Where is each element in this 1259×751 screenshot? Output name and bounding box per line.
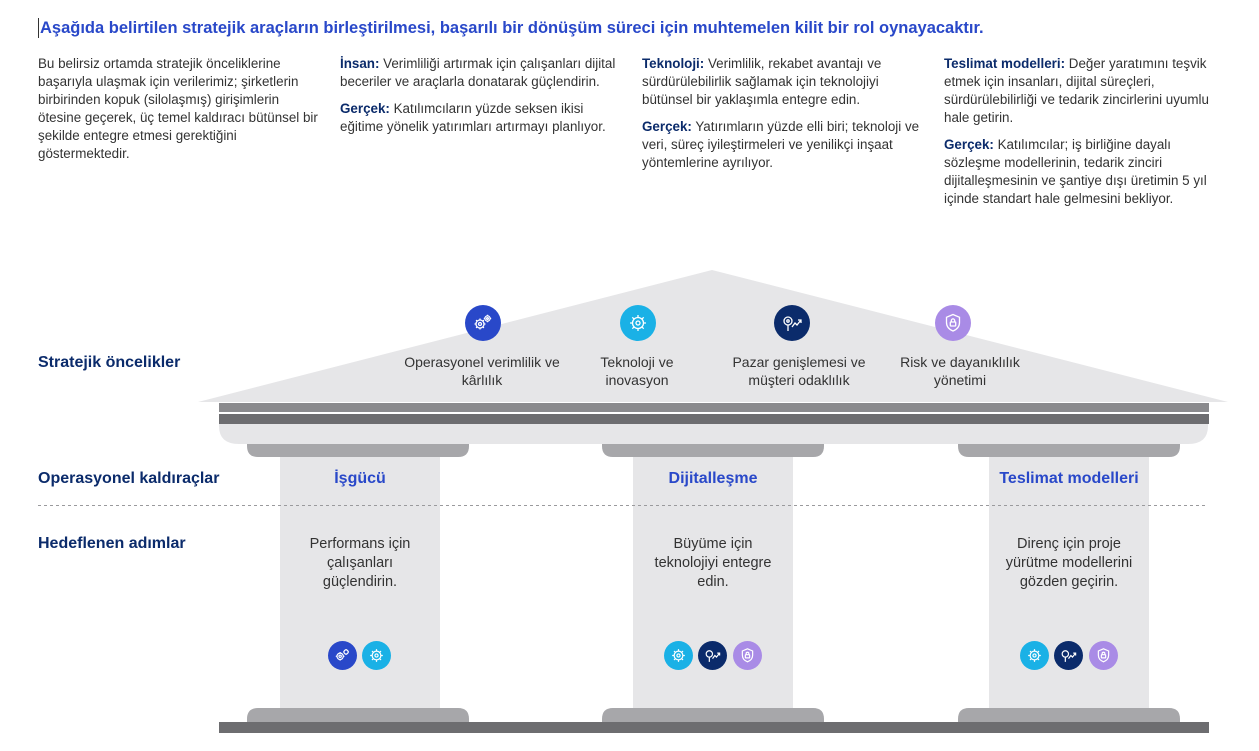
pillar-capital-workforce [247,444,469,457]
priority-label-efficiency: Operasyonel verimlilik ve kârlılık [404,354,560,388]
growth-icon [774,305,810,341]
fact-text: Katılımcıların yüzde seksen ikisi eğitime yönelik yatırımları artırmayı planlıyor. [340,101,606,134]
shield-icon [1089,641,1118,670]
intro-text: Bu belirsiz ortamda stratejik önceliklerine başarıyla ulaşmak için verilerimiz; şirketlerin birbirinden kopuk (silolaşmış) girişimlerin ötesine geçerek, üç temel kaldıracı bütünsel bir şekilde entegre etmesi gerektiğini göstermektedir. [38,56,318,161]
tech-gear-icon [620,305,656,341]
pillar-step-digital: Büyüme için teknolojiyi entegre edin. [654,536,772,590]
fact-text: Katılımcılar; iş birliğine dayalı sözleşme modellerinin, tedarik zinciri dijitalleşmesinin ve şantiye dışı üretimin 5 yıl içinde standart hale gelmesini bekliyor. [944,137,1207,206]
fact-term: Gerçek: [642,119,692,134]
column-text: Değer yaratımını teşvik etmek için insanları, dijital süreçleri, sürdürülebilirliği ve tedarik zincirlerini uyumlu hale getirin. [944,56,1209,125]
tech-gear-icon [1020,641,1049,670]
shield-icon [733,641,762,670]
column-text: Verimliliği artırmak için çalışanları dijital beceriler ve araçlarla donatarak güçlendirin. [340,56,616,89]
pillar-name-delivery: Teslimat modelleri [999,470,1139,487]
shield-icon [935,305,971,341]
tech-gear-icon [664,641,693,670]
pillar-name-digital: Dijitalleşme [668,470,758,487]
page-heading: Aşağıda belirtilen stratejik araçların birleştirilmesi, başarılı bir dönüşüm süreci için muhtemelen kilit bir rol oynayacaktır. [38,18,1240,38]
pillar-base-workforce [247,708,469,723]
pillar-name-workforce: İşgücü [334,470,386,487]
pillar-capital-digital [602,444,824,457]
column-text: Verimlilik, rekabet avantajı ve sürdürülebilirlik sağlamak için teknolojiyi bütünsel bir yaklaşımla entegre edin. [642,56,882,107]
architrave-base [219,424,1208,444]
temple-roof [198,270,1228,402]
fact-text: Yatırımların yüzde elli biri; teknoloji ve veri, süreç iyileştirmeleri ve yenilikçi inşaat yöntemlerine ayrılıyor. [642,119,920,170]
gears-icon [465,305,501,341]
pillar-step-workforce: Performans için çalışanları güçlendirin. [309,536,411,590]
column-term: İnsan: [340,56,380,71]
pillar-capital-delivery [958,444,1180,457]
row-label-levers: Operasyonel kaldıraçlar [38,470,220,487]
priority-label-technology: Teknoloji ve inovasyon [600,354,674,388]
gears-icon [328,641,357,670]
row-label-steps: Hedeflenen adımlar [38,535,186,552]
priority-label-market: Pazar genişlemesi ve müşteri odaklılık [732,354,866,388]
temple-floor [219,722,1209,733]
row-label-priorities: Stratejik öncelikler [38,354,181,371]
column-term: Teknoloji: [642,56,705,71]
priority-label-risk: Risk ve dayanıklılık yönetimi [900,354,1020,388]
tech-gear-icon [362,641,391,670]
fact-term: Gerçek: [944,137,994,152]
growth-icon [1054,641,1083,670]
fact-term: Gerçek: [340,101,390,116]
pillar-base-digital [602,708,824,723]
growth-icon [698,641,727,670]
pillar-base-delivery [958,708,1180,723]
column-term: Teslimat modelleri: [944,56,1066,71]
architrave-top [219,403,1209,412]
architrave-bottom [219,414,1209,424]
pillar-step-delivery: Direnç için proje yürütme modellerini gözden geçirin. [1005,536,1133,590]
